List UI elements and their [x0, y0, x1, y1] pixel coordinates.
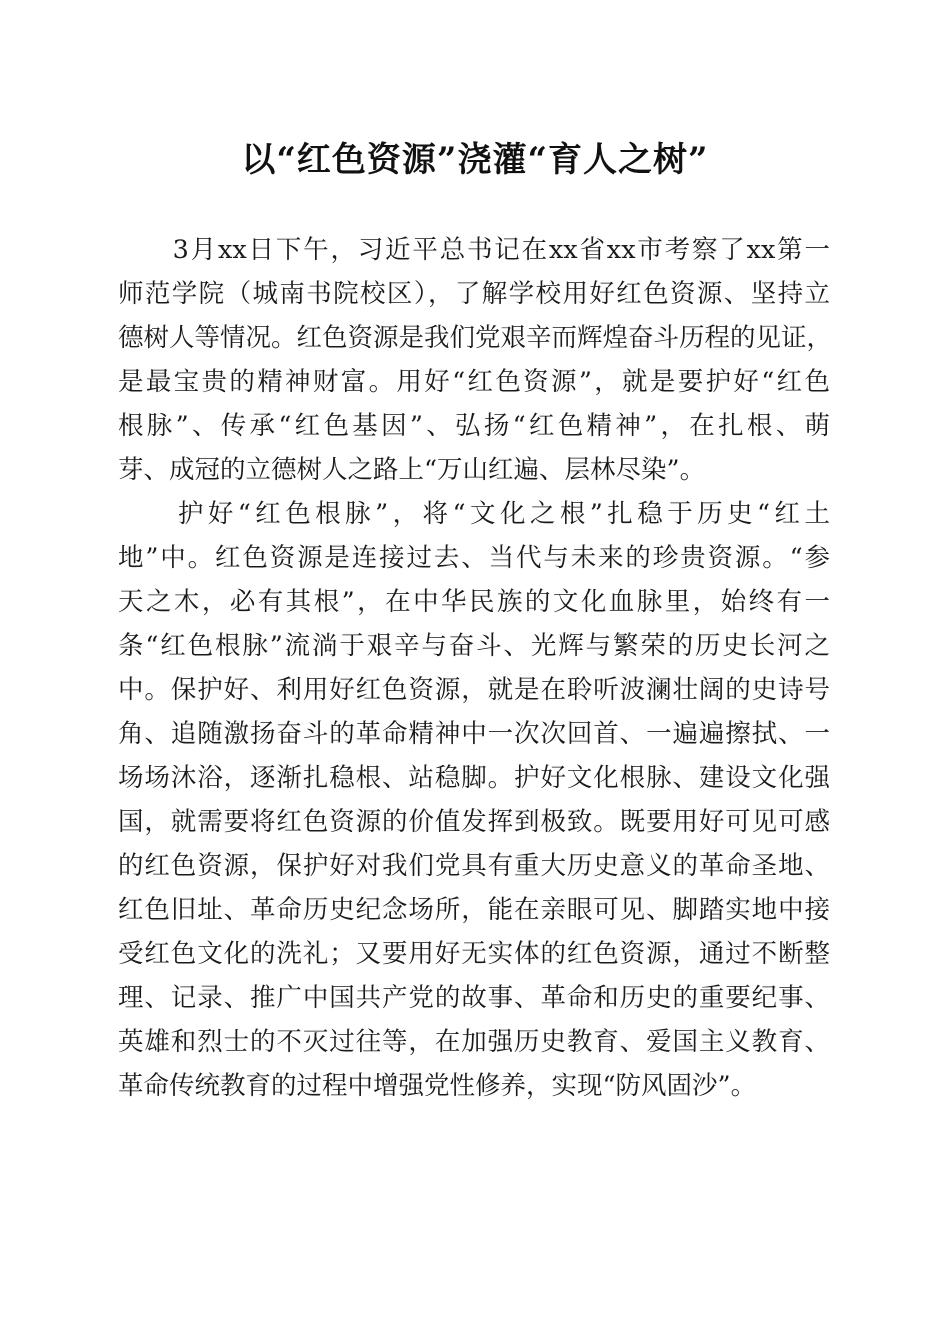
text-line: 条“红色根脉”流淌于艰辛与奋斗、光辉与繁荣的历史长河之 [118, 631, 830, 661]
text-line: 革命传统教育的过程中增强党性修养，实现“防风固沙”。 [118, 1071, 757, 1101]
text-line: 天之木，必有其根”，在中华民族的文化血脉里，始终有一 [118, 587, 830, 617]
text-line: 英雄和烈士的不灭过往等，在加强历史教育、爱国主义教育、 [118, 1027, 830, 1057]
document-body [118, 228, 833, 1108]
text-line: 芽、成冠的立德树人之路上“万山红遍、层林尽染”。 [118, 455, 706, 485]
text-line: 受红色文化的洗礼；又要用好无实体的红色资源，通过不断整 [118, 939, 830, 969]
text-line: 角、追随激扬奋斗的革命精神中一次次回首、一遍遍擦拭、一 [118, 719, 830, 749]
page-title: 以“红色资源”浇灌“育人之树” [241, 140, 709, 180]
text-line: 3月xx日下午，习近平总书记在xx省xx市考察了xx第一 [118, 235, 830, 265]
text-line: 的红色资源，保护好对我们党具有重大历史意义的革命圣地、 [118, 851, 830, 881]
text-line: 国，就需要将红色资源的价值发挥到极致。既要用好可见可感 [118, 807, 830, 837]
text-line: 师范学院（城南书院校区），了解学校用好红色资源、坚持立 [118, 279, 830, 309]
text-line: 中。保护好、利用好红色资源，就是在聆听波澜壮阔的史诗号 [118, 675, 830, 705]
text-line: 理、记录、推广中国共产党的故事、革命和历史的重要纪事、 [118, 983, 830, 1013]
paragraph-2 [118, 492, 830, 1108]
paragraph-1 [118, 228, 833, 492]
text-line: 场场沐浴，逐渐扎稳根、站稳脚。护好文化根脉、建设文化强 [118, 763, 830, 793]
text-line: 地”中。红色资源是连接过去、当代与未来的珍贵资源。“参 [118, 543, 830, 573]
text-line: 根脉”、传承“红色基因”、弘扬“红色精神”，在扎根、萌 [118, 411, 830, 441]
text-line: 德树人等情况。红色资源是我们党艰辛而辉煌奋斗历程的见证， [118, 323, 833, 353]
text-line: 护好“红色根脉”，将“文化之根”扎稳于历史“红土 [118, 499, 830, 529]
text-line: 是最宝贵的精神财富。用好“红色资源”，就是要护好“红色 [118, 367, 830, 397]
text-line: 红色旧址、革命历史纪念场所，能在亲眼可见、脚踏实地中接 [118, 895, 830, 925]
